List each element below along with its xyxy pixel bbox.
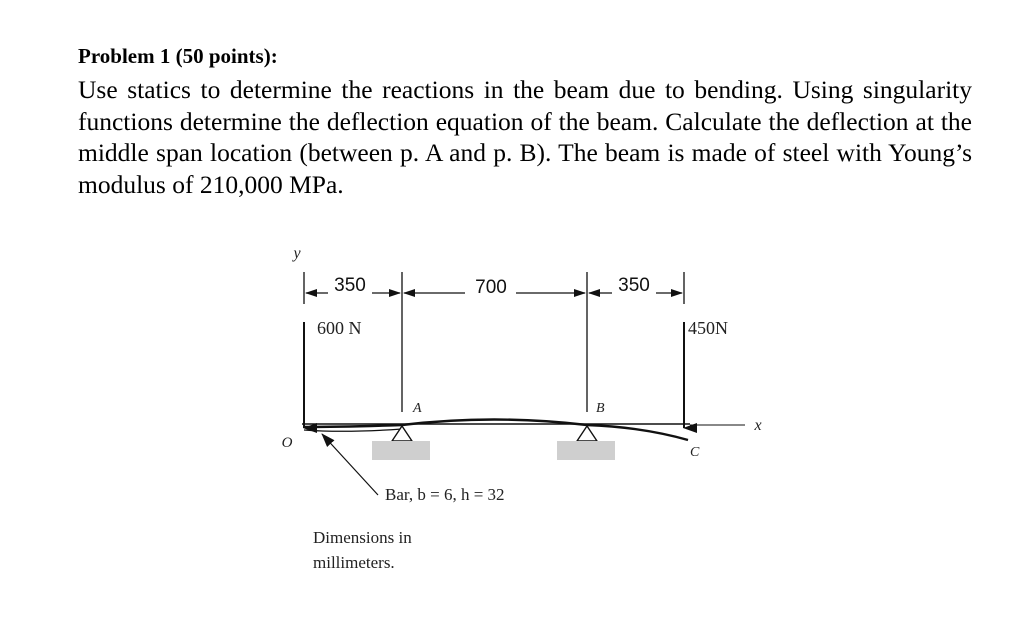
beam-deflected-shape — [304, 420, 688, 441]
support-b-pin — [577, 426, 597, 441]
end-c-label: C — [690, 445, 700, 460]
bar-leader-line — [322, 434, 378, 495]
dimension-left-label: 350 — [334, 275, 366, 296]
problem-statement: Use statics to determine the reactions in the beam due to bending. Using singularity functions determine the deflection equation of the beam. Calculate the deflection at the middle span location (between p. A and p. B). The beam is made of steel with Young’s modulus of 210,000 MPa. — [78, 75, 972, 199]
dimensions-note-line2: millimeters. — [313, 553, 395, 572]
load-right-label: 450N — [688, 318, 728, 338]
support-b-label: B — [596, 401, 605, 416]
support-a-ground — [372, 441, 430, 460]
dimension-right-label: 350 — [618, 275, 650, 296]
beam-deflected-lower — [304, 429, 402, 431]
axis-y-label: y — [293, 245, 301, 262]
axis-x-label: x — [754, 417, 762, 434]
problem-heading: Problem 1 (50 points): — [78, 44, 278, 68]
dimension-middle-label: 700 — [475, 277, 507, 298]
origin-label: O — [281, 435, 293, 451]
bar-spec-label: Bar, b = 6, h = 32 — [385, 485, 505, 504]
support-b-ground — [557, 441, 615, 460]
dimensions-note-line1: Dimensions in — [313, 528, 412, 547]
support-a-pin — [392, 426, 412, 441]
support-a-label: A — [413, 401, 422, 416]
load-left-label: 600 N — [317, 318, 362, 338]
